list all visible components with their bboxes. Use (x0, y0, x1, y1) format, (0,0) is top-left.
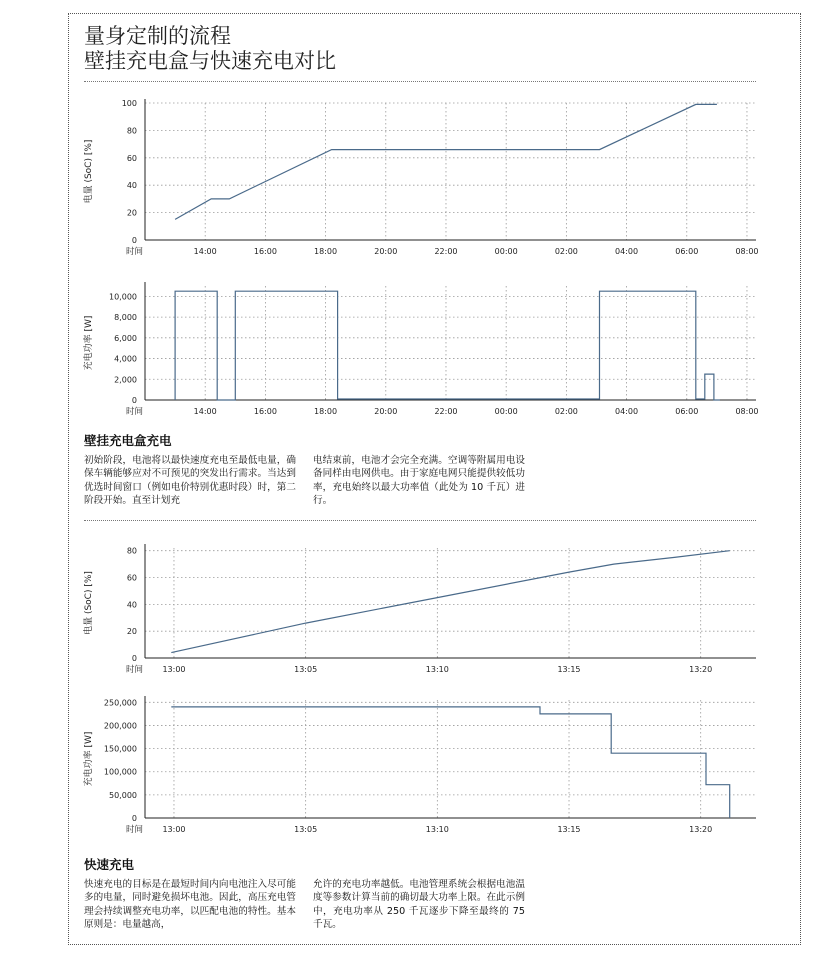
x-tick-label: 02:00 (554, 247, 578, 256)
series-line (175, 104, 717, 219)
y-tick-label: 0 (131, 814, 137, 823)
y-tick-label: 20 (126, 208, 137, 218)
fast-text-left: 快速充电的目标是在最短时间内向电池注入尽可能多的电量，同时避免损坏电池。因此，高压充电管理会持续调整充电功率，以匹配电池的特性。基本原则是：电量越高， (84, 879, 296, 931)
x-tick-label: 02:00 (554, 407, 578, 416)
x-tick-label: 06:00 (675, 247, 699, 256)
y-tick-label: 100 (121, 99, 137, 108)
x-axis-label: 时间 (126, 407, 144, 417)
y-tick-label: 50,000 (109, 790, 137, 800)
wallbox-heading: 壁挂充电盒充电 (84, 433, 172, 448)
y-tick-label: 8,000 (114, 313, 137, 323)
x-tick-label: 04:00 (615, 247, 639, 256)
x-tick-label: 08:00 (735, 247, 759, 256)
y-tick-label: 2,000 (114, 375, 137, 385)
x-tick-label: 14:00 (193, 407, 217, 416)
wallbox-power-chart (82, 282, 759, 417)
x-tick-label: 00:00 (494, 407, 518, 416)
y-tick-label: 0 (131, 396, 137, 405)
x-tick-label: 20:00 (374, 247, 398, 256)
fast-power-chart (82, 696, 756, 835)
y-tick-label: 4,000 (114, 354, 137, 364)
x-tick-label: 13:10 (425, 825, 449, 834)
y-tick-label: 0 (131, 654, 137, 663)
x-tick-label: 06:00 (675, 407, 699, 416)
wallbox-text-left: 初始阶段，电池将以最快速度充电至最低电量，确保车辆能够应对不可预见的突发出行需求。当达到优选时间窗口（例如电价特别优惠时段）时，第二阶段开始。直至计划充 (84, 455, 296, 507)
x-axis-label: 时间 (126, 247, 144, 257)
x-tick-label: 13:20 (689, 825, 713, 834)
y-tick-label: 0 (131, 236, 137, 245)
x-tick-label: 13:05 (294, 825, 318, 834)
x-tick-label: 13:00 (162, 665, 186, 674)
title-line-2: 壁挂充电盒与快速充电对比 (84, 49, 336, 73)
x-tick-label: 16:00 (253, 247, 277, 256)
x-tick-label: 13:05 (294, 665, 318, 674)
wallbox-soc-chart (82, 99, 759, 257)
x-tick-label: 13:00 (162, 825, 186, 834)
y-axis-label: 电量 (SoC) [%] (84, 139, 94, 204)
x-tick-label: 18:00 (314, 407, 338, 416)
fast-text-right: 允许的充电功率越低。电池管理系统会根据电池温度等参数计算当前的确切最大功率上限。在此示例中，充电功率从 250 千瓦逐步下降至最终的 75 千瓦。 (313, 879, 525, 931)
y-axis-label: 电量 (SoC) [%] (84, 571, 94, 635)
series-line (171, 551, 729, 653)
x-tick-label: 22:00 (434, 407, 458, 416)
series-line (171, 707, 729, 818)
y-tick-label: 250,000 (103, 698, 137, 708)
y-tick-label: 100,000 (103, 767, 137, 777)
x-tick-label: 14:00 (193, 247, 217, 256)
title-line-1: 量身定制的流程 (84, 24, 231, 48)
y-tick-label: 6,000 (114, 333, 137, 343)
y-axis-label: 充电功率 [W] (84, 315, 94, 371)
y-tick-label: 40 (126, 600, 137, 610)
y-tick-label: 10,000 (109, 292, 137, 302)
y-tick-label: 60 (126, 153, 137, 163)
wallbox-text-right: 电结束前，电池才会完全充满。空调等附属用电设备同样由电网供电。由于家庭电网只能提供较低功率，充电始终以最大功率值（此处为 10 千瓦）进行。 (313, 455, 525, 507)
x-tick-label: 20:00 (374, 407, 398, 416)
y-tick-label: 150,000 (103, 744, 137, 754)
series-line (175, 291, 720, 400)
y-tick-label: 200,000 (103, 721, 137, 731)
x-tick-label: 13:20 (689, 665, 713, 674)
fast-soc-chart (82, 544, 756, 675)
y-tick-label: 80 (126, 546, 137, 556)
y-tick-label: 40 (126, 181, 137, 191)
y-tick-label: 60 (126, 573, 137, 583)
x-axis-label: 时间 (126, 665, 144, 675)
x-tick-label: 13:15 (557, 665, 581, 674)
x-tick-label: 16:00 (253, 407, 277, 416)
x-tick-label: 22:00 (434, 247, 458, 256)
x-tick-label: 13:10 (425, 665, 449, 674)
x-tick-label: 13:15 (557, 825, 581, 834)
x-tick-label: 08:00 (735, 407, 759, 416)
y-tick-label: 20 (126, 627, 137, 637)
x-tick-label: 18:00 (314, 247, 338, 256)
x-tick-label: 04:00 (615, 407, 639, 416)
section-separator (84, 520, 756, 521)
y-tick-label: 80 (126, 126, 137, 136)
x-axis-label: 时间 (126, 825, 144, 835)
y-axis-label: 充电功率 [W] (84, 731, 94, 787)
fast-heading: 快速充电 (84, 857, 135, 872)
x-tick-label: 00:00 (494, 247, 518, 256)
